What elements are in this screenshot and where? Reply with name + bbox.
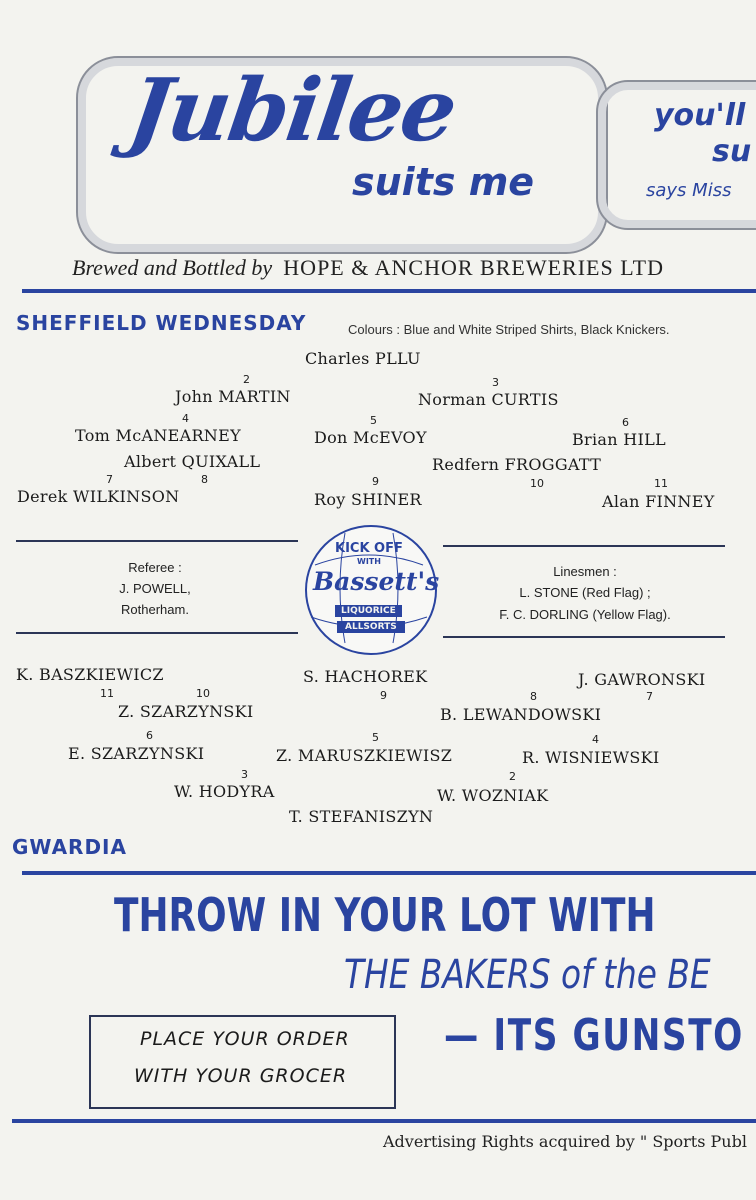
away-player-4: R. WISNIEWSKI (522, 748, 660, 767)
linesmen-block (460, 562, 710, 626)
middle-rule (22, 871, 756, 875)
away-number-5: 5 (372, 731, 379, 744)
away-team-name: GWARDIA (12, 835, 127, 859)
home-number-7: 7 (106, 473, 113, 486)
home-player-10: Redfern FROGGATT (432, 455, 602, 474)
referee-block (60, 558, 250, 620)
home-number-2: 2 (243, 373, 250, 386)
home-number-9: 9 (372, 475, 379, 488)
advert-right-line1: you'll (654, 98, 746, 133)
away-player-6: E. SZARZYNSKI (68, 744, 205, 763)
home-player-11: Alan FINNEY (602, 492, 715, 511)
jubilee-logo: Jubilee (122, 60, 462, 161)
away-player-2: W. WOZNIAK (437, 786, 549, 805)
badge-with: WITH (357, 557, 381, 566)
home-player-9: Roy SHINER (314, 490, 422, 509)
officials-rule-left-bottom (16, 632, 298, 634)
away-number-9: 9 (380, 689, 387, 702)
away-number-8: 8 (530, 690, 537, 703)
top-rule (22, 289, 756, 293)
away-number-6: 6 (146, 729, 153, 742)
home-player-5: Don McEVOY (314, 428, 427, 447)
advertising-rights: Advertising Rights acquired by " Sports Publ (383, 1132, 747, 1151)
badge-kick-off: KICK OFF (335, 541, 403, 556)
brewed-by-text: Brewed and Bottled by (72, 255, 273, 280)
order-line-1: PLACE YOUR ORDER (140, 1028, 350, 1050)
officials-rule-left-top (16, 540, 298, 542)
officials-rule-right-top (443, 545, 725, 547)
home-number-5: 5 (370, 414, 377, 427)
advert-right-line2: su (712, 134, 752, 169)
home-number-11: 11 (654, 477, 668, 490)
home-player-7: Derek WILKINSON (17, 487, 180, 506)
home-player-1: Charles PLLU (305, 349, 421, 368)
advert-bakers: THE BAKERS of the BE (344, 952, 711, 998)
referee-name: J. POWELL, (119, 581, 191, 596)
linesman-2: F. C. DORLING (Yellow Flag). (499, 607, 671, 622)
home-number-10: 10 (530, 477, 544, 490)
away-player-9: S. HACHOREK (303, 667, 428, 686)
linesman-1: L. STONE (Red Flag) ; (519, 585, 651, 600)
away-player-11: K. BASZKIEWICZ (16, 665, 164, 684)
home-team-colours: Colours : Blue and White Striped Shirts, Black Knickers. (348, 322, 670, 337)
advert-headline: THROW IN YOUR LOT WITH (114, 888, 656, 942)
away-number-3: 3 (241, 768, 248, 781)
away-number-7: 7 (646, 690, 653, 703)
home-team-name: SHEFFIELD WEDNESDAY (16, 311, 307, 335)
badge-allsorts: ALLSORTS (337, 621, 405, 633)
away-number-10: 10 (196, 687, 210, 700)
home-player-8: Albert QUIXALL (124, 452, 261, 471)
jubilee-tagline: suits me (352, 160, 535, 204)
bassetts-badge (305, 525, 440, 655)
advert-right-line3: says Miss (646, 180, 732, 201)
brewery-name: HOPE & ANCHOR BREWERIES LTD (283, 255, 664, 280)
home-player-6: Brian HILL (572, 430, 666, 449)
referee-label: Referee : (128, 560, 182, 575)
home-player-4: Tom McANEARNEY (75, 426, 241, 445)
advert-gunstones: — ITS GUNSTO (444, 1010, 744, 1061)
away-player-7: J. GAWRONSKI (578, 670, 706, 689)
home-player-2: John MARTIN (175, 387, 291, 406)
away-number-11: 11 (100, 687, 114, 700)
away-player-8: B. LEWANDOWSKI (440, 705, 602, 724)
away-player-3: W. HODYRA (174, 782, 275, 801)
badge-bassetts-logo: Bassett's (313, 567, 440, 596)
away-number-4: 4 (592, 733, 599, 746)
away-player-10: Z. SZARZYNSKI (118, 702, 254, 721)
brewery-line (72, 255, 664, 281)
away-player-1: T. STEFANISZYN (289, 807, 434, 826)
home-number-8: 8 (201, 473, 208, 486)
away-number-2: 2 (509, 770, 516, 783)
linesmen-label: Linesmen : (553, 564, 617, 579)
referee-town: Rotherham. (121, 602, 189, 617)
away-player-5: Z. MARUSZKIEWISZ (276, 746, 453, 765)
badge-liquorice: LIQUORICE (335, 605, 402, 617)
bottom-rule (12, 1119, 756, 1123)
officials-rule-right-bottom (443, 636, 725, 638)
home-number-6: 6 (622, 416, 629, 429)
order-line-2: WITH YOUR GROCER (134, 1065, 348, 1087)
home-player-3: Norman CURTIS (418, 390, 559, 409)
home-number-3: 3 (492, 376, 499, 389)
home-number-4: 4 (182, 412, 189, 425)
